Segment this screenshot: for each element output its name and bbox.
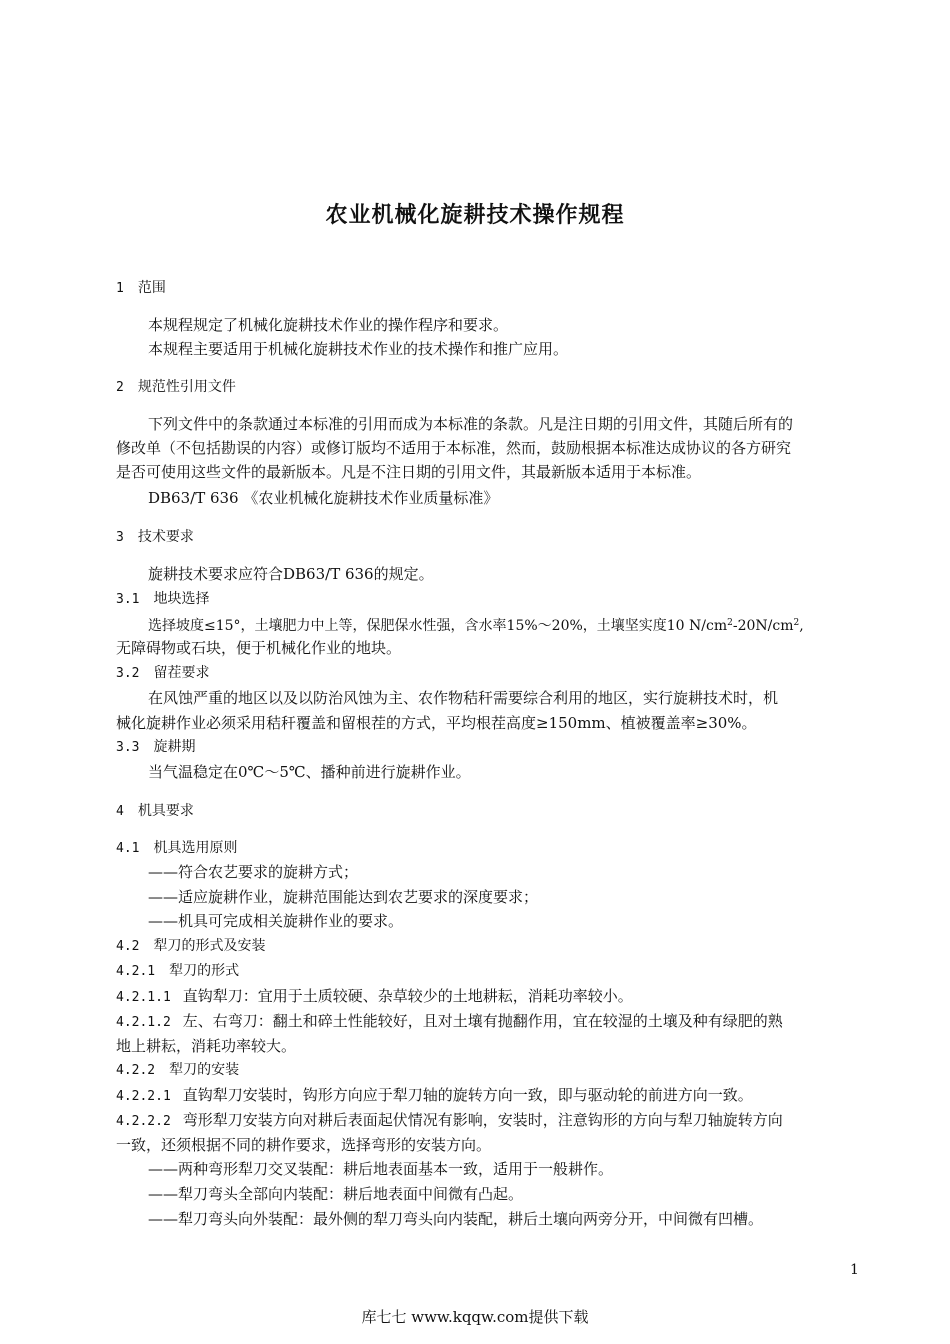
section-number: 3.2 xyxy=(116,666,140,681)
section-title: 犁刀的形式及安装 xyxy=(153,938,266,954)
paragraph-line: 一致，还须根据不同的耕作要求，选择弯形的安装方向。 xyxy=(116,1136,492,1154)
superscript: 2 xyxy=(727,618,733,628)
clause-number: 4.2.1.1 xyxy=(116,990,171,1005)
section-title: 地块选择 xyxy=(153,591,210,607)
download-footer: 库七七 www.kqqw.com提供下载 xyxy=(361,1308,589,1326)
section-4-1-heading xyxy=(116,838,237,859)
clause-4-2-1-2 xyxy=(116,1011,783,1033)
section-number: 3.3 xyxy=(116,740,140,755)
text-run: , xyxy=(799,618,804,634)
list-item: ——机具可完成相关旋耕作业的要求。 xyxy=(148,912,404,930)
clause-4-2-1-1 xyxy=(116,986,633,1008)
section-title: 技术要求 xyxy=(137,529,194,545)
section-title: 犁刀的形式 xyxy=(169,963,240,979)
paragraph: 当气温稳定在0℃～5℃、播种前进行旋耕作业。 xyxy=(148,763,471,781)
paragraph-line: 无障碍物或石块，便于机械化作业的地块。 xyxy=(116,639,402,657)
reference-standard: DB63/T 636 《农业机械化旋耕技术作业质量标准》 xyxy=(148,489,499,507)
clause-4-2-2-1 xyxy=(116,1085,753,1107)
clause-text: 直钩犁刀：宜用于土质较硬、杂草较少的土地耕耘，消耗功率较小。 xyxy=(182,987,633,1005)
section-title: 留茬要求 xyxy=(153,665,210,681)
paragraph-line: 在风蚀严重的地区以及以防治风蚀为主、农作物秸秆需要综合利用的地区，实行旋耕技术时，机 xyxy=(148,689,779,707)
section-number: 1 xyxy=(116,281,124,296)
section-4-2-2-heading xyxy=(116,1060,239,1081)
clause-text: 直钩犁刀安装时，钩形方向应于犁刀轴的旋转方向一致，即与驱动轮的前进方向一致。 xyxy=(182,1086,753,1104)
clause-text: 左、右弯刀：翻土和碎土性能较好，且对土壤有抛翻作用，宜在较湿的土壤及种有绿肥的熟 xyxy=(182,1012,783,1030)
section-3-heading xyxy=(116,527,194,548)
page-number: 1 xyxy=(850,1262,859,1278)
section-title: 机具要求 xyxy=(137,803,194,819)
section-number: 2 xyxy=(116,380,124,395)
list-item: ——符合农艺要求的旋耕方式； xyxy=(148,863,359,881)
text-run: 选择坡度≤15°，土壤肥力中上等，保肥保水性强，含水率15%～20%，土壤坚实度10 N/cm xyxy=(148,618,728,634)
section-number: 4.2.1 xyxy=(116,964,156,979)
clause-text: 弯形犁刀安装方向对耕后表面起伏情况有影响，安装时，注意钩形的方向与犁刀轴旋转方向 xyxy=(182,1111,783,1129)
clause-number: 4.2.1.2 xyxy=(116,1015,171,1030)
paragraph-line: 是否可使用这些文件的最新版本。凡是不注日期的引用文件，其最新版本适用于本标准。 xyxy=(116,463,702,481)
section-2-heading xyxy=(116,377,236,398)
paragraph: 本规程规定了机械化旋耕技术作业的操作程序和要求。 xyxy=(148,316,509,334)
list-item: ——两种弯形犁刀交叉装配：耕后地表面基本一致，适用于一般耕作。 xyxy=(148,1160,614,1178)
section-title: 机具选用原则 xyxy=(153,840,238,856)
section-title: 犁刀的安装 xyxy=(169,1062,240,1078)
list-item: ——犁刀弯头全部向内装配：耕后地表面中间微有凸起。 xyxy=(148,1185,524,1203)
section-1-heading xyxy=(116,278,166,299)
section-4-2-heading xyxy=(116,936,265,957)
paragraph-line: 下列文件中的条款通过本标准的引用而成为本标准的条款。凡是注日期的引用文件，其随后所有的 xyxy=(148,415,794,433)
section-3-3-heading xyxy=(116,737,195,758)
paragraph: 旋耕技术要求应符合DB63/T 636的规定。 xyxy=(148,565,434,583)
document-title: 农业机械化旋耕技术操作规程 xyxy=(325,203,625,228)
section-number: 4 xyxy=(116,804,124,819)
section-3-1-heading xyxy=(116,589,209,610)
paragraph-line xyxy=(148,613,804,636)
list-item: ——犁刀弯头向外装配：最外侧的犁刀弯头向内装配，耕后土壤向两旁分开，中间微有凹槽。 xyxy=(148,1210,764,1228)
clause-number: 4.2.2.1 xyxy=(116,1089,171,1104)
section-4-heading xyxy=(116,801,194,822)
paragraph-line: 修改单（不包括勘误的内容）或修订版均不适用于本标准，然而，鼓励根据本标准达成协议的各方研究 xyxy=(116,439,792,457)
section-number: 3 xyxy=(116,530,124,545)
paragraph-line: 械化旋耕作业必须采用秸秆覆盖和留根茬的方式，平均根茬高度≥150mm、植被覆盖率≥30%。 xyxy=(116,714,757,732)
clause-4-2-2-2 xyxy=(116,1110,783,1132)
section-3-2-heading xyxy=(116,663,209,684)
section-number: 4.1 xyxy=(116,841,140,856)
section-title: 范围 xyxy=(137,280,166,296)
section-title: 旋耕期 xyxy=(153,739,196,755)
section-number: 4.2.2 xyxy=(116,1063,156,1078)
section-4-2-1-heading xyxy=(116,961,239,982)
superscript: 2 xyxy=(793,618,800,628)
section-number: 4.2 xyxy=(116,939,140,954)
list-item: ——适应旋耕作业，旋耕范围能达到农艺要求的深度要求； xyxy=(148,888,539,906)
section-number: 3.1 xyxy=(116,592,140,607)
section-title: 规范性引用文件 xyxy=(137,379,236,395)
clause-number: 4.2.2.2 xyxy=(116,1114,171,1129)
paragraph-line: 地上耕耘，消耗功率较大。 xyxy=(116,1037,297,1055)
paragraph: 本规程主要适用于机械化旋耕技术作业的技术操作和推广应用。 xyxy=(148,340,569,358)
text-run: -20N/cm xyxy=(732,618,794,634)
